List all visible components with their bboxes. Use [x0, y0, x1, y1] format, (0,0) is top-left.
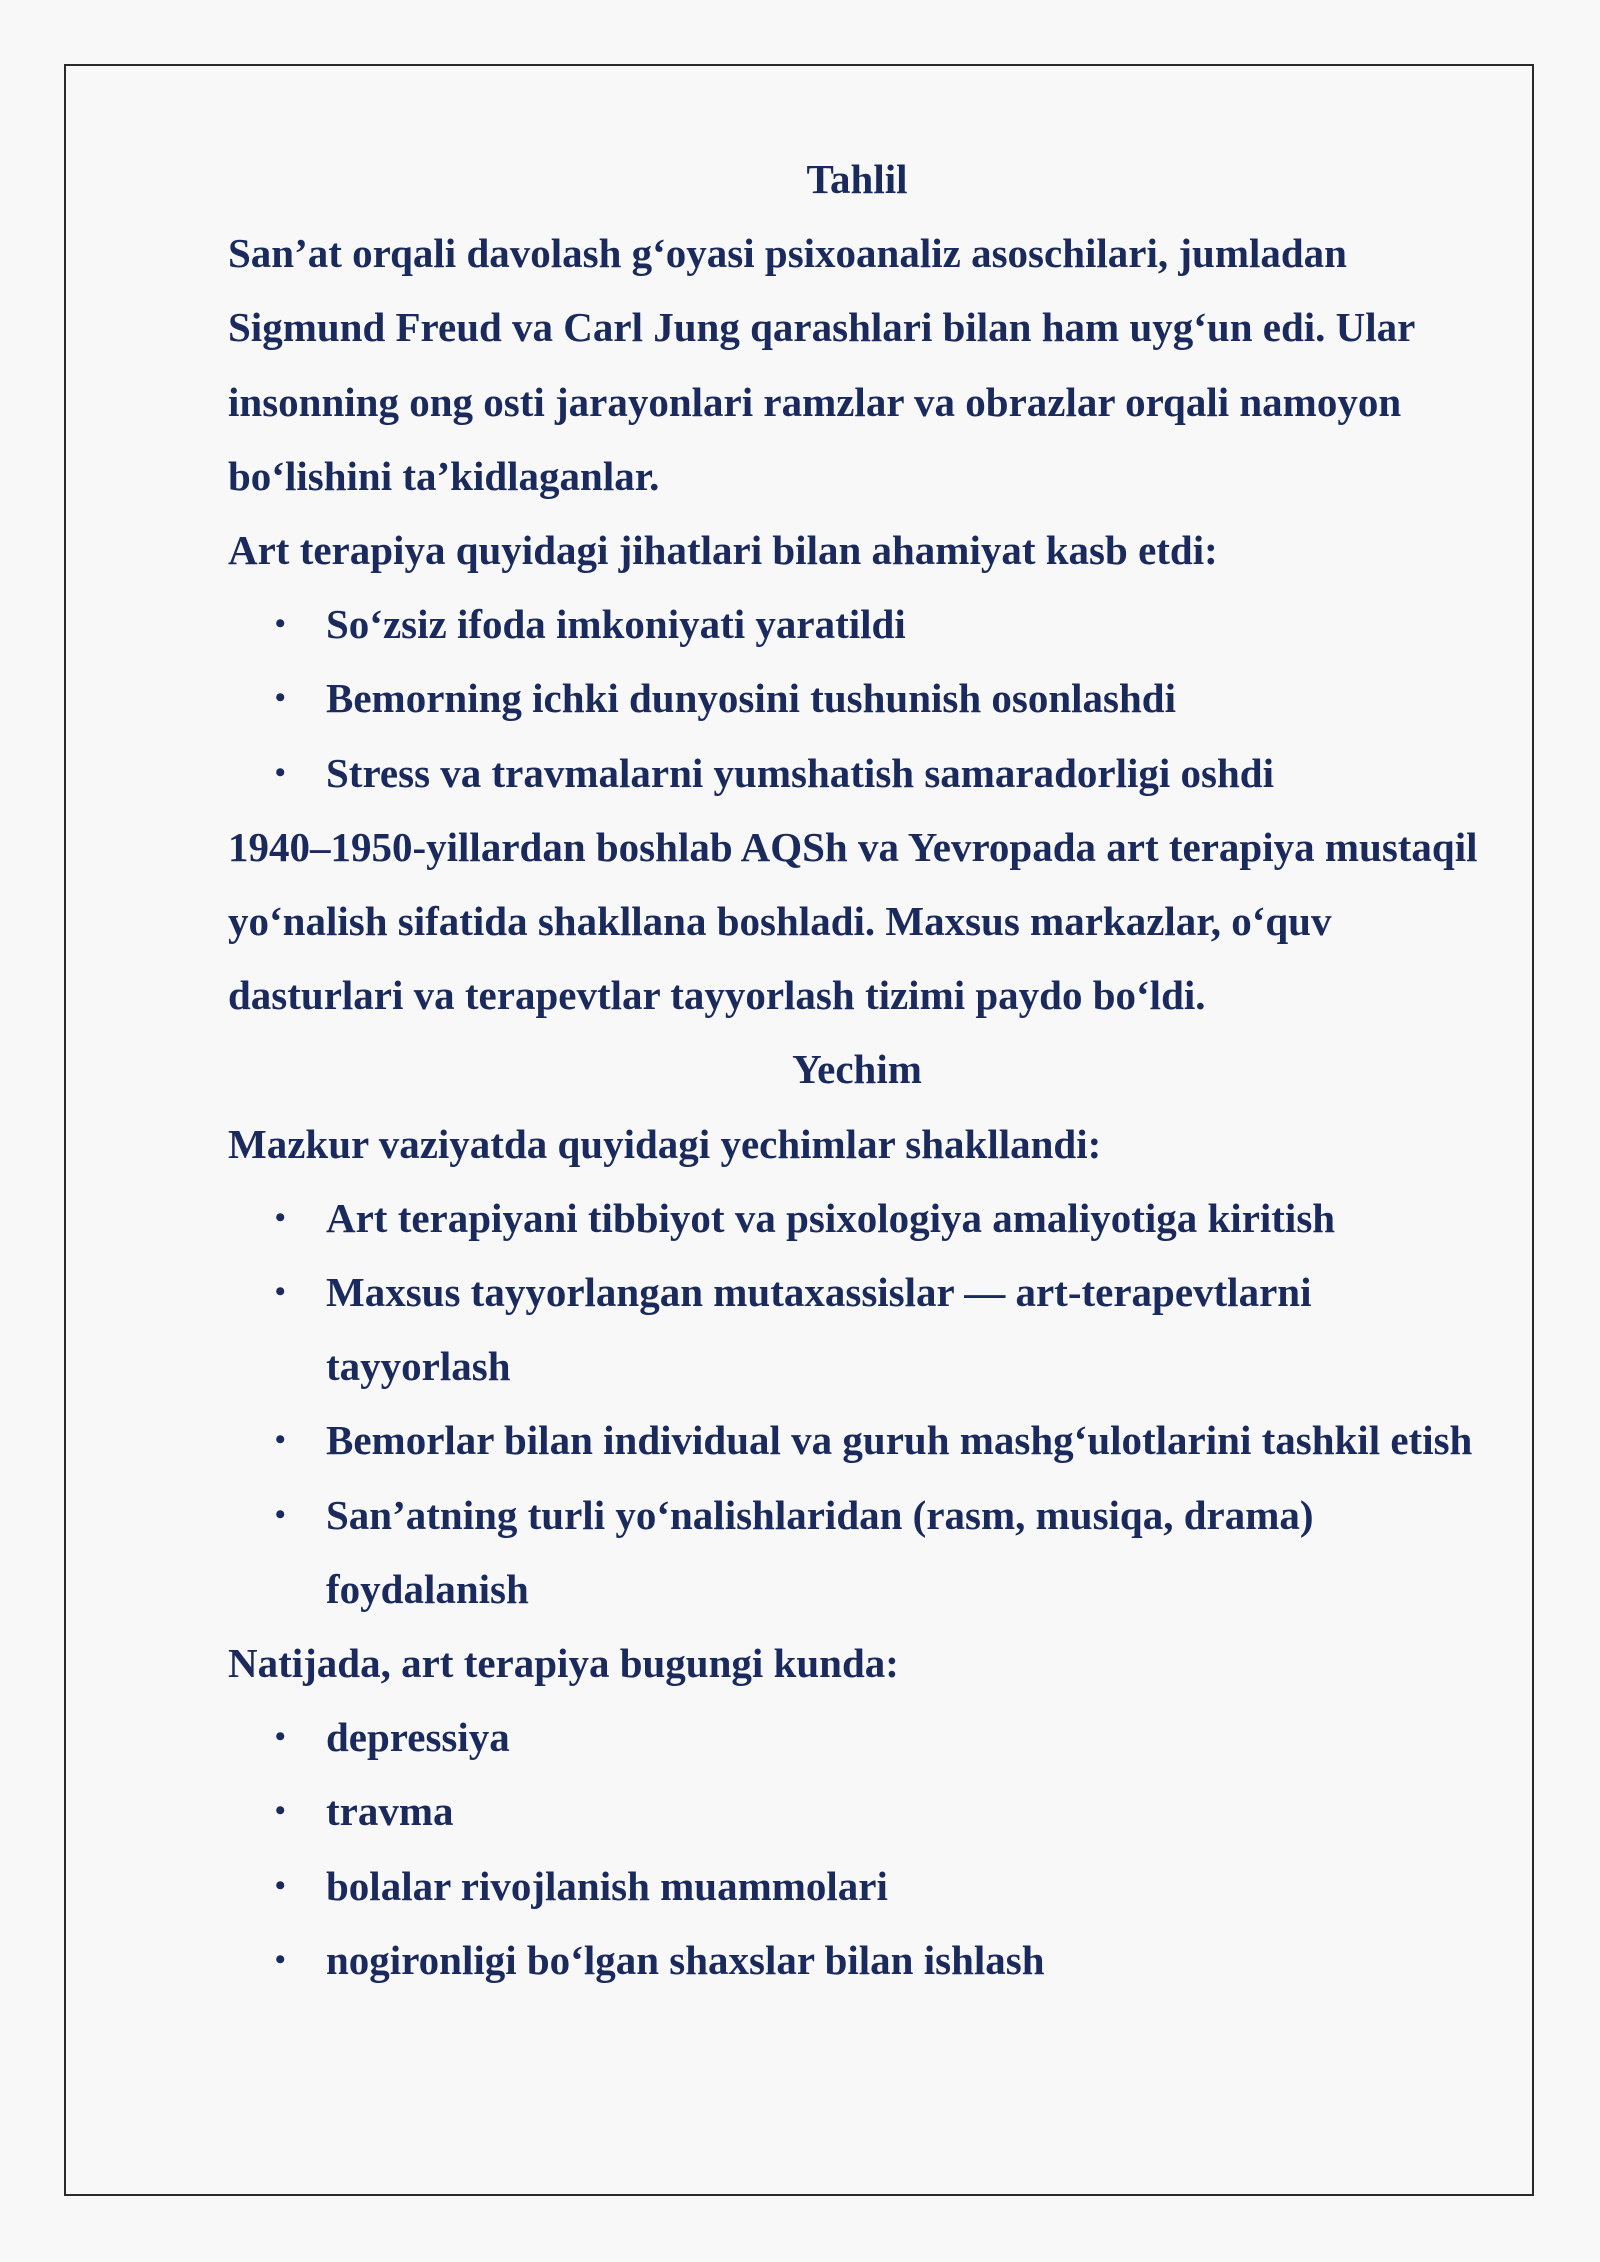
list-item-text: Maxsus tayyorlangan mutaxassislar — art-terapevtlarni tayyorlash — [326, 1269, 1312, 1390]
bullet-icon: • — [275, 1275, 286, 1309]
list-item — [228, 736, 1488, 810]
list-item — [228, 1255, 1488, 1403]
analysis-intro-paragraph: San’at orqali davolash g‘oyasi psixoanaliz asoschilari, jumladan Sigmund Freud va Carl Jung qarashlari bilan ham uyg‘un edi. Ular insonning ong osti jarayonlari ramzlar va obrazlar orqali namoyon bo‘lishini ta’kidlaganlar. — [228, 230, 1415, 499]
bullet-icon: • — [275, 681, 286, 715]
solution-bullet-list — [228, 1181, 1488, 1626]
list-item — [228, 1403, 1488, 1477]
list-item-text: travma — [326, 1788, 454, 1835]
list-item-text: So‘zsiz ifoda imkoniyati yaratildi — [326, 601, 906, 648]
list-item-text: Stress va travmalarni yumshatish samaradorligi oshdi — [326, 749, 1275, 796]
list-item — [228, 1923, 1488, 1997]
section-title-analysis: Tahlil — [806, 156, 908, 202]
analysis-bullet-list — [228, 587, 1488, 810]
list-item-text: Bemorlar bilan individual va guruh mashg‘ulotlarini tashkil etish — [326, 1417, 1473, 1464]
list-item-text: nogironligi bo‘lgan shaxslar bilan ishlash — [326, 1936, 1045, 1983]
solution-lead-paragraph: Mazkur vaziyatda quyidagi yechimlar shakllandi: — [228, 1120, 1102, 1167]
bullet-icon: • — [275, 1423, 286, 1457]
section-title-solution: Yechim — [792, 1046, 922, 1093]
list-item — [228, 1700, 1488, 1774]
list-item — [228, 1181, 1488, 1255]
bullet-icon: • — [275, 607, 286, 641]
list-item — [228, 1849, 1488, 1923]
list-item — [228, 587, 1488, 661]
document-body — [228, 142, 1488, 1997]
list-item-text: Bemorning ichki dunyosini tushunish osonlashdi — [326, 675, 1176, 722]
list-item-text: San’atning turli yo‘nalishlaridan (rasm, musiqa, drama) foydalanish — [326, 1491, 1314, 1612]
bullet-icon: • — [275, 1794, 286, 1828]
list-item — [228, 1774, 1488, 1848]
list-item-text: depressiya — [326, 1714, 510, 1761]
bullet-icon: • — [275, 1868, 286, 1902]
list-item-text: bolalar rivojlanish muammolari — [326, 1862, 888, 1909]
analysis-lead-paragraph: Art terapiya quyidagi jihatlari bilan ahamiyat kasb etdi: — [228, 527, 1218, 574]
list-item-text: Art terapiyani tibbiyot va psixologiya amaliyotiga kiritish — [326, 1194, 1336, 1241]
bullet-icon: • — [275, 1720, 286, 1754]
bullet-icon: • — [275, 755, 286, 789]
history-paragraph: 1940–1950-yillardan boshlab AQSh va Yevropada art terapiya mustaqil yo‘nalish sifatida shakllana boshladi. Maxsus markazlar, o‘quv dasturlari va terapevtlar tayyorlash tizimi paydo bo‘ldi. — [228, 823, 1478, 1019]
result-lead-paragraph: Natijada, art terapiya bugungi kunda: — [228, 1640, 899, 1687]
bullet-icon: • — [275, 1497, 286, 1531]
list-item — [228, 661, 1488, 735]
bullet-icon: • — [275, 1942, 286, 1976]
result-bullet-list — [228, 1700, 1488, 1997]
list-item — [228, 1478, 1488, 1626]
bullet-icon: • — [275, 1200, 286, 1234]
